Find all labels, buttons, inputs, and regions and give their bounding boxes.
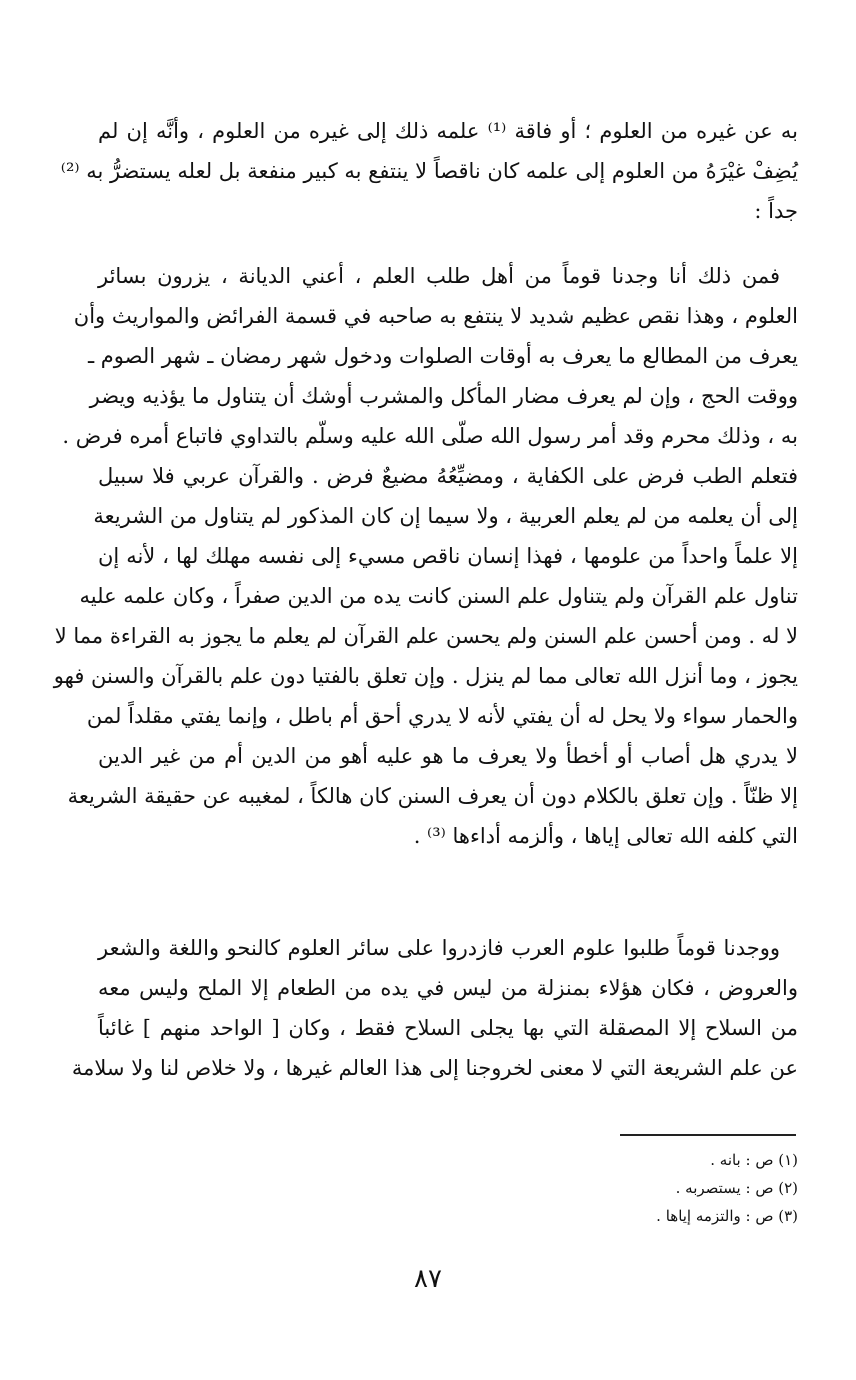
text-line: به عن غيره من العلوم ؛ أو فاقة ⁽¹⁾ علمه ذلك إلى غيره من العلوم ، وأنَّه إن لم bbox=[98, 119, 798, 143]
paragraph-2 bbox=[53, 256, 798, 856]
text-line: التي كلفه الله تعالى إياها ، وألزمه أداءها ⁽³⁾ . bbox=[413, 824, 798, 848]
text-line: به ، وذلك محرم وقد أمر رسول الله صلّى الله عليه وسلّم بالتداوي فاتباع أمره فرض . bbox=[62, 424, 798, 448]
text-line: إلا ظنّاً . وإن تعلق بالكلام دون أن يعرف السنن كان هالكاً ، لمغيبه عن حقيقة الشريعة bbox=[67, 784, 798, 808]
text-line: والحمار سواء ولا يحل له أن يفتي لأنه لا يدري أحق أم باطل ، وإنما يفتي مقلداً لمن bbox=[86, 704, 798, 728]
text-line: ووقت الحج ، وإن لم يعرف مضار المأكل والمشرب أوشك أن يتناول ما يؤذيه ويضر bbox=[89, 384, 798, 408]
page-number: ٨٧ bbox=[414, 1264, 442, 1294]
paragraph-3 bbox=[71, 928, 799, 1088]
text-line: عن علم الشريعة التي لا معنى لخروجنا إلى هذا العالم غيرها ، ولا خلاص لنا ولا سلامة bbox=[71, 1056, 798, 1080]
text-line: يجوز ، وما أنزل الله تعالى مما لم ينزل . وإن تعلق بالفتيا دون علم بالقرآن والسنن فهو bbox=[53, 664, 798, 688]
footnote: (٣) ص : والتزمه إياها . bbox=[656, 1207, 798, 1225]
footnotes bbox=[656, 1146, 798, 1230]
text-line: إلى أن يعلمه من لم يعلم العربية ، ولا سيما إن كان المذكور لم يتناول من الشريعة bbox=[93, 504, 798, 528]
footnote: (٢) ص : يستصربه . bbox=[675, 1179, 798, 1197]
paragraph-1 bbox=[60, 111, 798, 231]
text-line: يُضِفْ غيْرَهُ من العلوم إلى علمه كان ناقصاً لا ينتفع به كبير منفعة بل لعله يستضرُّ به ⁽²⁾ bbox=[60, 159, 798, 183]
text-line: من السلاح إلا المصقلة التي بها يجلى السلاح فقط ، وكان [ الواحد منهم ] غائباً bbox=[98, 1016, 799, 1040]
text-line: لا له . ومن أحسن علم السنن ولم يحسن علم القرآن لم يعلم ما يجوز به القراءة مما لا bbox=[54, 624, 798, 648]
text-line: جداً : bbox=[754, 199, 798, 223]
footnote-separator bbox=[620, 1134, 796, 1136]
text-line: يعرف من المطالع ما يعرف به أوقات الصلوات ودخول شهر رمضان ـ شهر الصوم ـ bbox=[87, 344, 798, 368]
footnote: (١) ص : بانه . bbox=[710, 1151, 798, 1169]
text-line: تناول علم القرآن ولم يتناول علم السنن كانت يده من الدين صفراً ، وكان علمه عليه bbox=[79, 584, 798, 608]
text-line: العلوم ، وهذا نقص عظيم شديد لا ينتفع به صاحبه في قسمة الفرائض والمواريث وأن bbox=[73, 304, 798, 328]
text-line: فتعلم الطب فرض على الكفاية ، ومضيِّعُهُ مضيعٌ فرض . والقرآن عربي فلا سبيل bbox=[98, 464, 798, 488]
text-line: فمن ذلك أنا وجدنا قوماً من أهل طلب العلم ، أعني الديانة ، يزرون بسائر bbox=[98, 264, 780, 288]
text-line: والعروض ، فكان هؤلاء بمنزلة من ليس في يده من الطعام إلا الملح وليس معه bbox=[98, 976, 798, 1000]
text-line: ووجدنا قوماً طلبوا علوم العرب فازدروا على سائر العلوم كالنحو واللغة والشعر bbox=[98, 936, 780, 960]
text-line: إلا علماً واحداً من علومها ، فهذا إنسان ناقص مسيء إلى نفسه مهلك لها ، لأنه إن bbox=[98, 544, 798, 568]
text-line: لا يدري هل أصاب أو أخطأ ولا يعرف ما هو عليه أهو من الدين أم من غير الدين bbox=[98, 744, 798, 768]
